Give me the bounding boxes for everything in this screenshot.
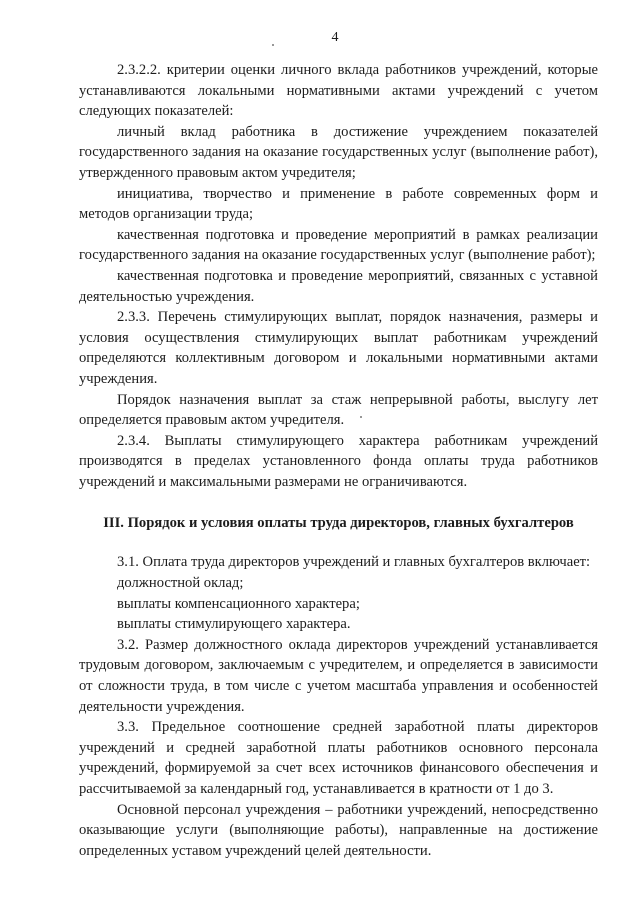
paragraph-seniority-payments: Порядок назначения выплат за стаж непрерывной работы, выслугу лет определяется правовым актом учредителя.	[79, 391, 598, 429]
list-item-personal-contribution: личный вклад работника в достижение учреждением показателей государственного задания на оказание государственных услуг (выполнение работ), утвержденного правовым актом учредителя;	[79, 123, 598, 181]
scan-speck	[272, 44, 274, 46]
list-item-incentive-payments: выплаты стимулирующего характера.	[117, 616, 351, 633]
list-item-compensation-payments: выплаты компенсационного характера;	[117, 595, 360, 612]
section-3-heading: III. Порядок и условия оплаты труда директоров, главных бухгалтеров	[103, 515, 574, 532]
section-2-continuation	[79, 60, 598, 492]
paragraph-2-3-3: 2.3.3. Перечень стимулирующих выплат, порядок назначения, размеры и условия осуществления стимулирующих выплат работникам учреждений определяются коллективным договором и локальными нормативными актами учреждения.	[79, 309, 598, 387]
document-body	[79, 60, 598, 861]
page-number: 4	[331, 30, 339, 45]
section-3	[79, 552, 598, 861]
list-item-quality-events-state-task: качественная подготовка и проведение мероприятий в рамках реализации государственного задания на оказание государственных услуг (выполнение работ);	[79, 226, 598, 264]
paragraph-main-staff: Основной персонал учреждения – работники учреждений, непосредственно оказывающие услуги (выполняющие работы), направленные на достижение определенных уставом учреждений целей деятельности.	[79, 801, 598, 859]
paragraph-3-1: 3.1. Оплата труда директоров учреждений и главных бухгалтеров включает:	[117, 554, 591, 571]
list-item-initiative: инициатива, творчество и применение в работе современных форм и методов организации труда;	[79, 185, 598, 223]
paragraph-2-3-2-2: 2.3.2.2. критерии оценки личного вклада работников учреждений, которые устанавливаются локальными нормативными актами учреждений с учетом следующих показателей:	[79, 62, 598, 120]
paragraph-3-2: 3.2. Размер должностного оклада директоров учреждений устанавливается трудовым договором, заключаемым с учредителем, и определяется в зависимости от сложности труда, в том числе с учетом масштаба управления и особенностей деятельности учреждения.	[79, 636, 598, 715]
list-item-official-salary: должностной оклад;	[117, 575, 244, 592]
list-item-quality-events-charter: качественная подготовка и проведение мероприятий, связанных с уставной деятельностью учреждения.	[79, 267, 598, 305]
paragraph-3-3: 3.3. Предельное соотношение средней заработной платы директоров учреждений и средней заработной платы работников основного персонала учреждений, формируемой за счет всех источников финансового обеспечения и рассчитываемой за календарный год, устанавливается в кратности от 1 до 3.	[79, 719, 598, 797]
paragraph-2-3-4: 2.3.4. Выплаты стимулирующего характера работникам учреждений производятся в пределах установленного фонда оплаты труда работников учреждений и максимальными размерами не ограничиваются.	[79, 432, 598, 490]
